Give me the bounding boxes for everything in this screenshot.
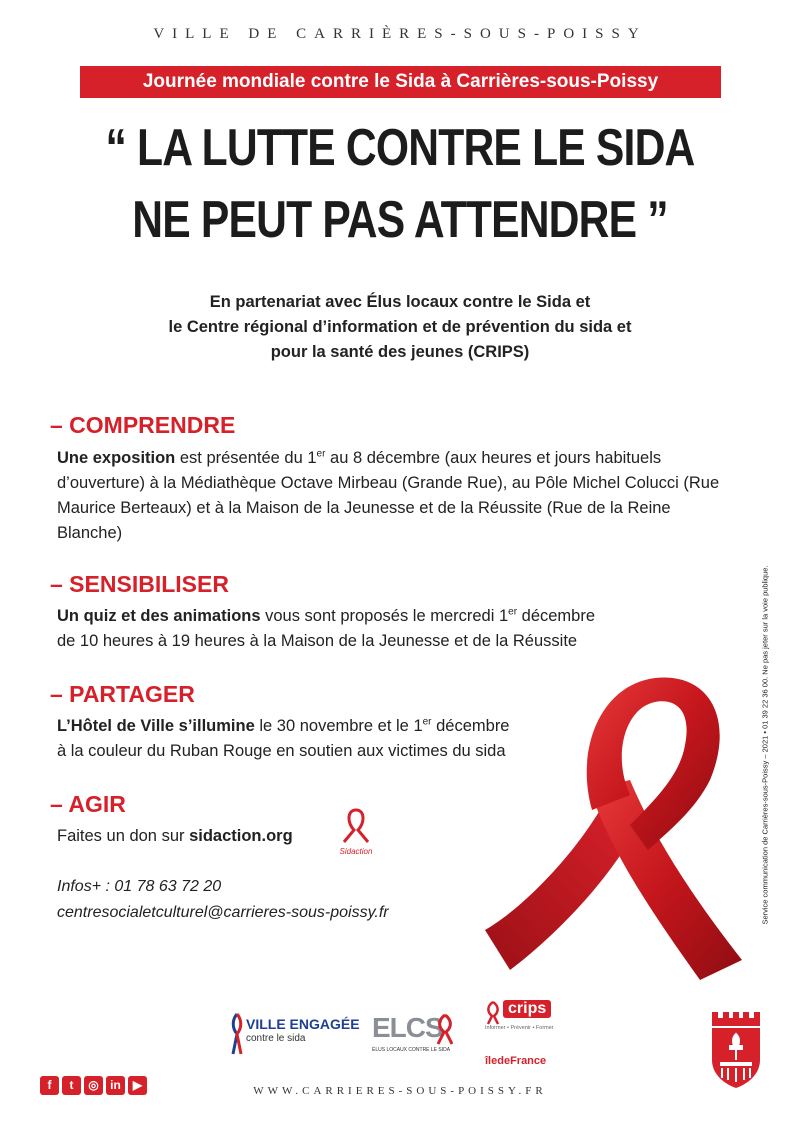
instagram-icon[interactable]: ◎ <box>84 1076 103 1095</box>
linkedin-icon[interactable]: in <box>106 1076 125 1095</box>
elcs-logo: ELCS ÉLUS LOCAUX CONTRE LE SIDA <box>372 1012 468 1056</box>
section-title-comprendre: – COMPRENDRE <box>50 412 236 438</box>
section-body-partager: L’Hôtel de Ville s’illumine le 30 novembre et le 1er décembre à la couleur du Ruban Rouge en soutien aux victimes du sida <box>57 716 510 760</box>
partnership-line-3: pour la santé des jeunes (CRIPS) <box>270 343 530 361</box>
red-ribbon-icon <box>480 660 750 990</box>
section-title-sensibiliser: – SENSIBILISER <box>50 571 229 597</box>
crips-ribbon-icon <box>485 1000 501 1026</box>
phone-info: Infos+ : 01 78 63 72 20 <box>57 878 222 895</box>
quiz-label: Un quiz et des animations <box>57 607 261 625</box>
facebook-icon[interactable]: f <box>40 1076 59 1095</box>
section-title-partager: – PARTAGER <box>50 681 195 707</box>
coat-of-arms-icon <box>708 1012 764 1088</box>
section-body-agir: Faites un don sur sidaction.org <box>57 827 293 845</box>
section-title-agir: – AGIR <box>50 791 126 817</box>
tricolor-ribbon-icon <box>230 1012 244 1056</box>
elcs-ribbon-icon <box>434 1012 456 1046</box>
headline <box>72 112 728 256</box>
sidaction-logo: Sidaction <box>330 806 382 856</box>
hotel-de-ville-label: L’Hôtel de Ville s’illumine <box>57 717 255 735</box>
ville-engagee-logo: VILLE ENGAGÉE contre le sida <box>230 1012 358 1056</box>
section-body-comprendre: Une exposition est présentée du 1er au 8 décembre (aux heures et jours habituels d’ouverture) à la Médiathèque Octave Mirbeau (Grande Rue), au Pôle Michel Colucci (Rue Maurice Berteaux) et à la Maison de la Jeunesse et de la Réussite (Rue de la Reine Blanche) <box>57 448 720 542</box>
youtube-icon[interactable]: ▶ <box>128 1076 147 1095</box>
contact-info <box>57 874 389 926</box>
event-banner: Journée mondiale contre le Sida à Carrières-sous-Poissy <box>80 66 721 98</box>
headline-line-1: “ LA LUTTE CONTRE LE SIDA <box>105 119 695 177</box>
twitter-icon[interactable]: t <box>62 1076 81 1095</box>
crips-logo: crips Informer • Prévenir • Former <box>485 1000 554 1031</box>
sidaction-ribbon-icon <box>330 806 382 846</box>
partnership-text <box>0 290 800 365</box>
partnership-line-2: le Centre régional d’information et de prévention du sida et <box>168 318 632 336</box>
exposition-label: Une exposition <box>57 449 176 467</box>
sidaction-link[interactable]: sidaction.org <box>189 827 293 845</box>
headline-line-2: NE PEUT PAS ATTENDRE ” <box>132 191 668 249</box>
website-link[interactable]: WWW.CARRIERES-SOUS-POISSY.FR <box>253 1085 547 1097</box>
town-name: VILLE DE CARRIÈRES-SOUS-POISSY <box>153 26 647 42</box>
section-body-sensibiliser: Un quiz et des animations vous sont proposés le mercredi 1er décembre de 10 heures à 19 heures à la Maison de la Jeunesse et de la Réussite <box>57 606 596 650</box>
iledefrance-logo: îledeFrance <box>485 1055 547 1067</box>
partnership-line-1: En partenariat avec Élus locaux contre le Sida et <box>209 293 591 311</box>
email-info[interactable]: centresocialetculturel@carrieres-sous-poissy.fr <box>57 904 389 921</box>
legal-note: Service communication de Carrières-sous-Poissy – 2021 • 01 39 22 36 00. Ne pas jeter sur la voie publique. <box>760 565 770 925</box>
